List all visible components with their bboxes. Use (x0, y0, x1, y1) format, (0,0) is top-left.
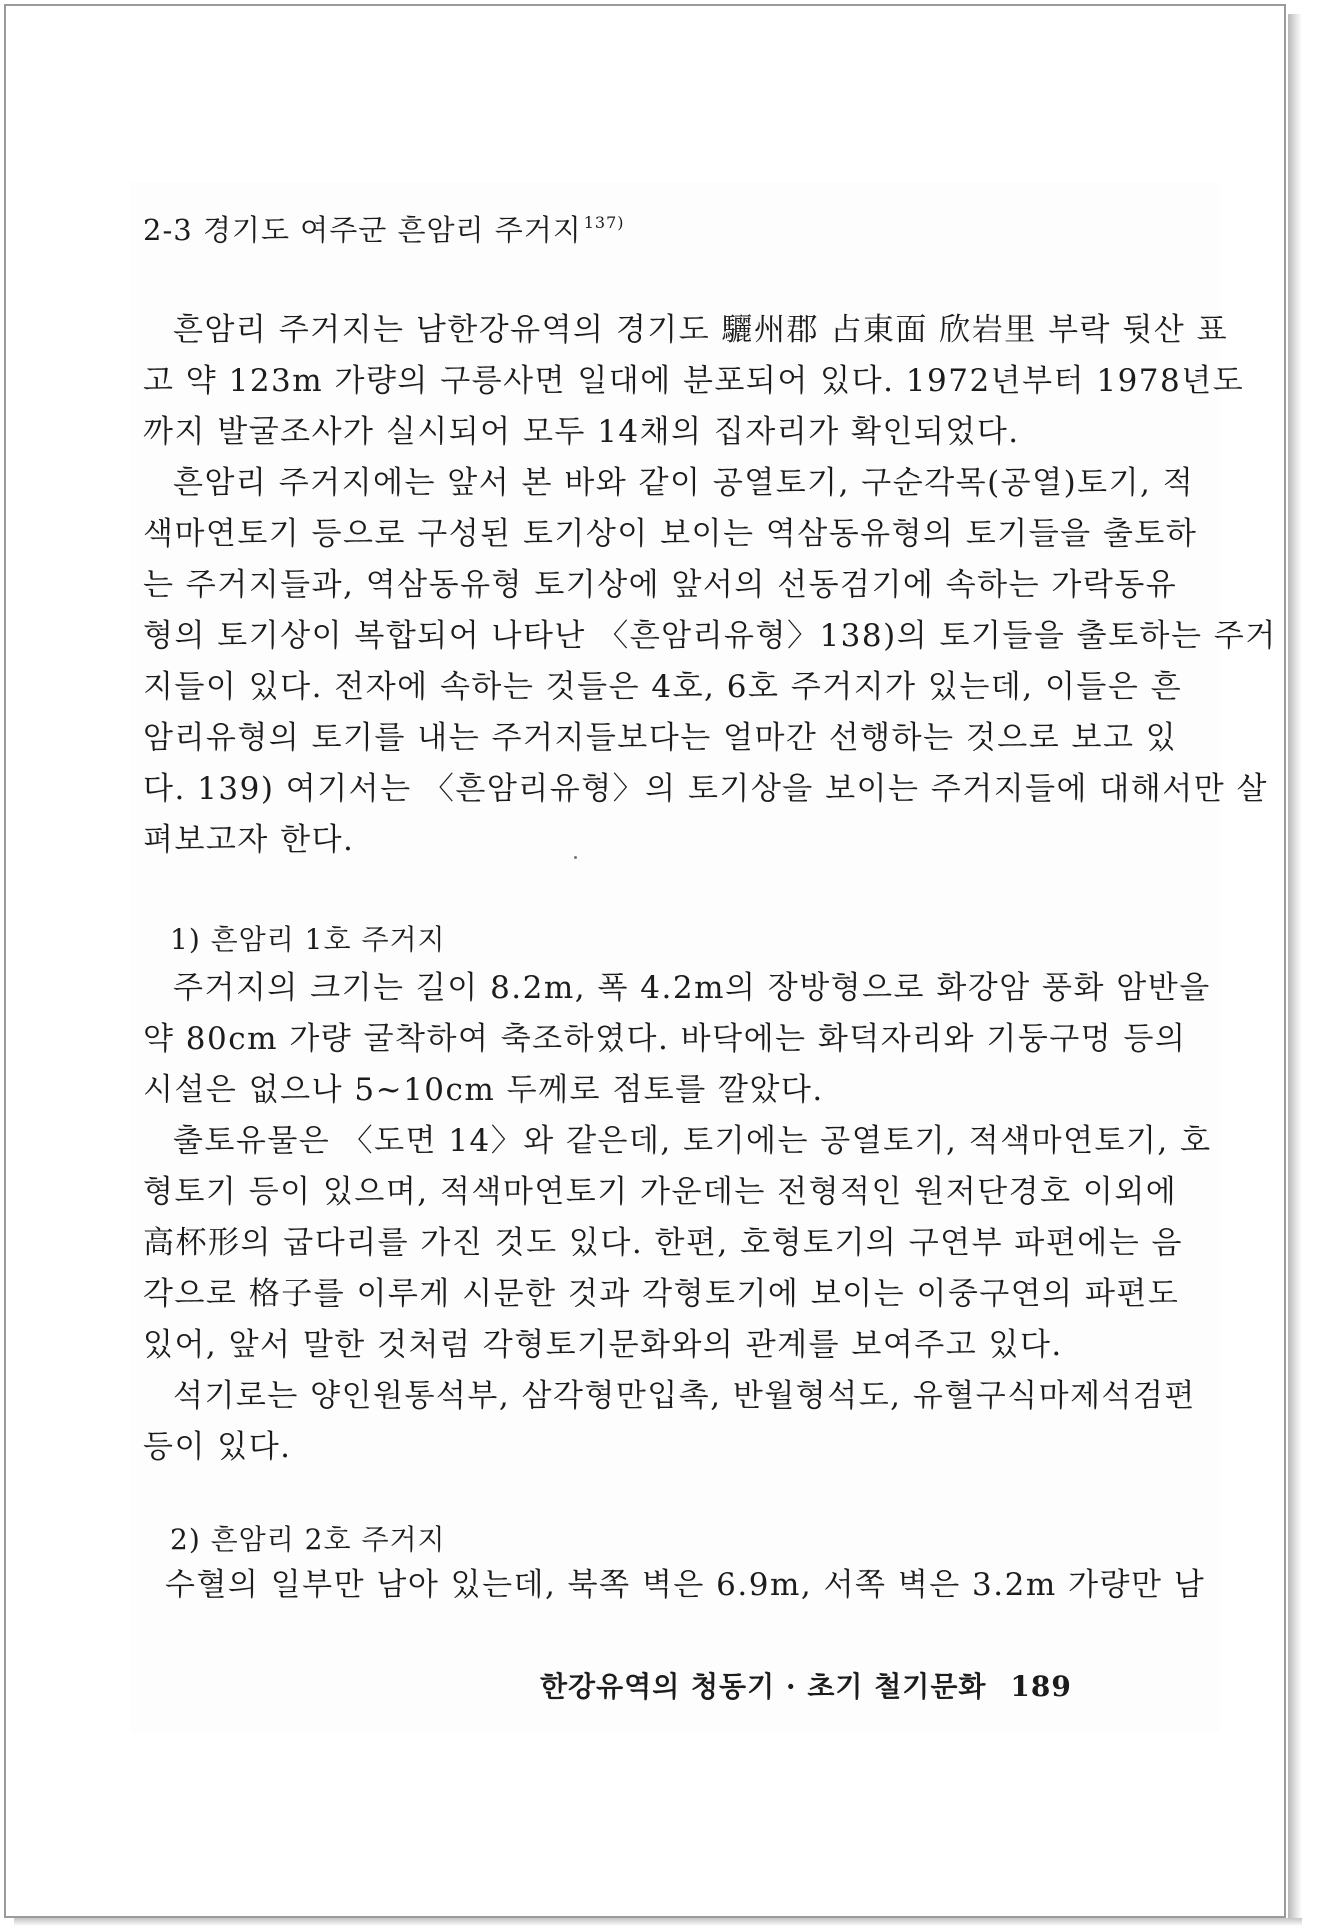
section-heading-text: 2-3 경기도 여주군 흔암리 주거지 (143, 213, 582, 247)
house1-line: 석기로는 양인원통석부, 삼각형만입촉, 반월형석도, 유혈구식마제석검편 (173, 1378, 1196, 1414)
intro-line: 고 약 123m 가량의 구릉사면 일대에 분포되어 있다. 1972년부터 1978년도 (143, 363, 1245, 399)
intro-line: 다. 139) 여기서는 〈흔암리유형〉의 토기상을 보이는 주거지들에 대해서만 살 (143, 771, 1268, 807)
house1-line: 주거지의 크기는 길이 8.2m, 폭 4.2m의 장방형으로 화강암 풍화 암반을 (173, 970, 1211, 1006)
house1-title: 1) 흔암리 1호 주거지 (170, 923, 446, 956)
house1-line: 출토유물은 〈도면 14〉와 같은데, 토기에는 공열토기, 적색마연토기, 호 (173, 1123, 1212, 1159)
intro-line: 형의 토기상이 복합되어 나타난 〈흔암리유형〉138)의 토기들을 출토하는 주거 (143, 618, 1277, 654)
intro-line: 색마연토기 등으로 구성된 토기상이 보이는 역삼동유형의 토기들을 출토하 (143, 516, 1198, 552)
house2-line: 수혈의 일부만 남아 있는데, 북쪽 벽은 6.9m, 서쪽 벽은 3.2m 가량만 남 (165, 1567, 1206, 1603)
section-heading (143, 208, 1063, 249)
intro-line: 펴보고자 한다. (143, 822, 355, 858)
page-bottom-shadow (14, 1918, 1302, 1926)
intro-line: 흔암리 주거지에는 앞서 본 바와 같이 공열토기, 구순각목(공열)토기, 적 (173, 465, 1195, 501)
house1-line: 각으로 格子를 이루게 시문한 것과 각형토기에 보이는 이중구연의 파편도 (143, 1276, 1180, 1312)
house2-title: 2) 흔암리 2호 주거지 (170, 1523, 446, 1556)
scan-speck (574, 856, 577, 859)
intro-line: 지들이 있다. 전자에 속하는 것들은 4호, 6호 주거지가 있는데, 이들은 흔 (143, 669, 1183, 705)
house1-line: 시설은 없으나 5~10cm 두께로 점토를 깔았다. (143, 1072, 824, 1108)
intro-line: 암리유형의 토기를 내는 주거지들보다는 얼마간 선행하는 것으로 보고 있 (143, 720, 1178, 756)
house1-line: 高杯形의 굽다리를 가진 것도 있다. 한편, 호형토기의 구연부 파편에는 음 (143, 1225, 1183, 1261)
footnote-ref-137: 137) (583, 213, 625, 232)
house1-line: 형토기 등이 있으며, 적색마연토기 가운데는 전형적인 원저단경호 이외에 (143, 1174, 1178, 1210)
house1-line: 등이 있다. (143, 1429, 292, 1465)
page-footer (540, 1665, 1072, 1705)
page-number: 189 (1010, 1670, 1072, 1703)
intro-line: 까지 발굴조사가 실시되어 모두 14채의 집자리가 확인되었다. (143, 414, 1020, 450)
intro-line: 는 주거지들과, 역삼동유형 토기상에 앞서의 선동검기에 속하는 가락동유 (143, 567, 1178, 603)
intro-line: 흔암리 주거지는 남한강유역의 경기도 驪州郡 占東面 欣岩里 부락 뒷산 표 (173, 312, 1229, 348)
house1-line: 있어, 앞서 말한 것처럼 각형토기문화와의 관계를 보여주고 있다. (143, 1327, 1063, 1363)
running-title: 한강유역의 청동기 · 초기 철기문화 (540, 1670, 987, 1703)
page-edge-shadow (1288, 14, 1302, 1924)
house1-line: 약 80cm 가량 굴착하여 축조하였다. 바닥에는 화덕자리와 기둥구멍 등의 (143, 1021, 1187, 1057)
